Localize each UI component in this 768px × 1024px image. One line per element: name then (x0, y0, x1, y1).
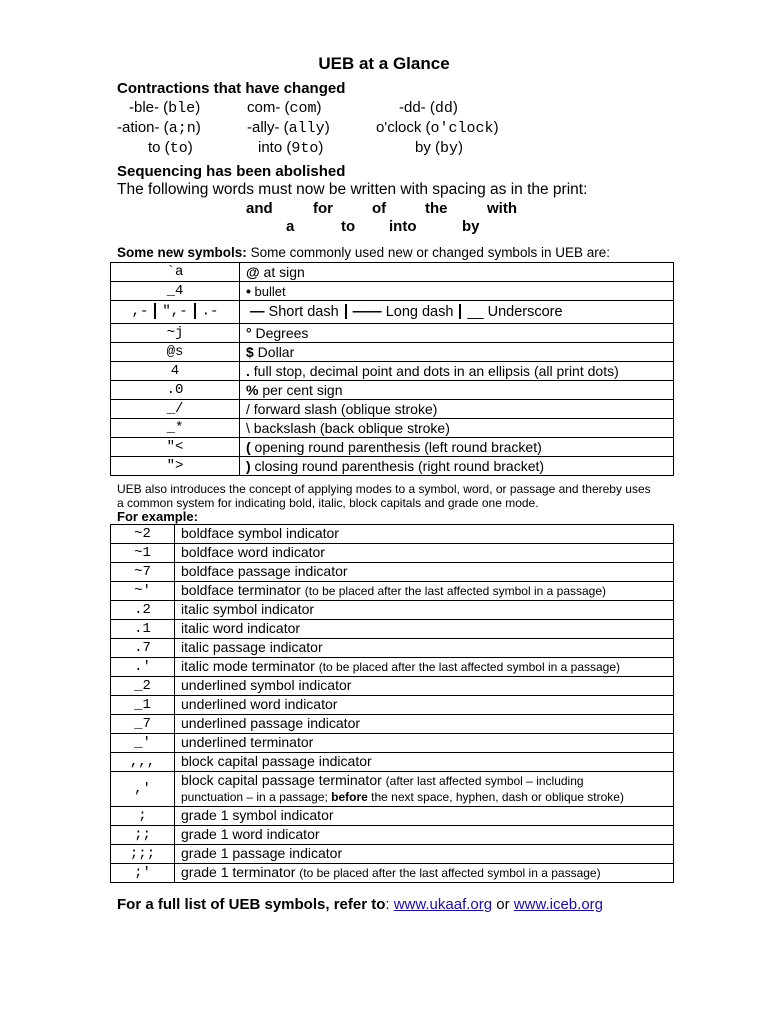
mode-description: underlined passage indicator (175, 715, 674, 734)
mode-description: italic word indicator (175, 620, 674, 639)
table-row (111, 639, 674, 658)
table-row-dashes: ,- ",- .- — Short dash —— Long dash __ Underscore (111, 301, 674, 324)
table-row (111, 525, 674, 544)
table-row (111, 677, 674, 696)
mode-symbol: _2 (111, 677, 175, 696)
table-row: "> ) closing round parenthesis (right round bracket) (111, 457, 674, 476)
table-row: .0 % per cent sign (111, 381, 674, 400)
contraction-com: com- (com) (247, 99, 322, 117)
table-row: "< ( opening round parenthesis (left round bracket) (111, 438, 674, 457)
page-title: UEB at a Glance (318, 54, 450, 73)
mode-symbol: ~7 (111, 563, 175, 582)
contraction-ation: -ation- (a;n) (117, 119, 201, 137)
mode-description: boldface symbol indicator (175, 525, 674, 544)
iceb-link[interactable]: www.iceb.org (513, 896, 603, 913)
modes-note: UEB also introduces the concept of applying modes to a symbol, word, or passage and thereby uses a common system for indicating bold, italic, block capitals and grade one mode. (117, 482, 651, 510)
seq-word-to: to (341, 218, 356, 235)
example-heading: For example: (117, 509, 198, 524)
table-row (111, 563, 674, 582)
table-row (111, 753, 674, 772)
table-row (111, 845, 674, 864)
contraction-ally: -ally- (ally) (247, 119, 330, 137)
mode-symbol: .7 (111, 639, 175, 658)
table-row (111, 715, 674, 734)
mode-description: boldface word indicator (175, 544, 674, 563)
mode-symbol: ;;; (111, 845, 175, 864)
table-row-block-terminator: ,' block capital passage terminator (after last affected symbol – including punctuation – in a passage; before the next space, hyphen, dash or oblique stroke) (111, 772, 674, 807)
table-row (111, 620, 674, 639)
table-row: _* \ backslash (back oblique stroke) (111, 419, 674, 438)
table-row: ~j ° Degrees (111, 324, 674, 343)
contraction-ble: -ble- (ble) (129, 99, 201, 117)
mode-symbol: ;; (111, 826, 175, 845)
table-row: @s $ Dollar (111, 343, 674, 362)
mode-description: underlined symbol indicator (175, 677, 674, 696)
contraction-oclock: o'clock (o'clock) (376, 119, 499, 137)
mode-description: grade 1 terminator (to be placed after the last affected symbol in a passage) (175, 864, 674, 883)
mode-description: boldface terminator (to be placed after the last affected symbol in a passage) (175, 582, 674, 601)
mode-symbol: _' (111, 734, 175, 753)
mode-description: underlined terminator (175, 734, 674, 753)
mode-description: italic symbol indicator (175, 601, 674, 620)
table-row (111, 582, 674, 601)
seq-word-into: into (389, 218, 417, 235)
mode-symbol: _1 (111, 696, 175, 715)
mode-description: grade 1 word indicator (175, 826, 674, 845)
table-row: `a @ at sign (111, 263, 674, 282)
table-row (111, 696, 674, 715)
table-row (111, 826, 674, 845)
symbols-intro: Some new symbols: Some commonly used new or changed symbols in UEB are: (117, 245, 610, 260)
table-row: _/ / forward slash (oblique stroke) (111, 400, 674, 419)
contractions-heading: Contractions that have changed (117, 80, 346, 97)
footer: For a full list of UEB symbols, refer to: www.ukaaf.org or www.iceb.org (117, 896, 603, 913)
mode-symbol: ,,, (111, 753, 175, 772)
mode-description: underlined word indicator (175, 696, 674, 715)
table-row (111, 734, 674, 753)
seq-word-and: and (246, 200, 273, 217)
ukaaf-link[interactable]: www.ukaaf.org (393, 896, 493, 913)
seq-word-for: for (313, 200, 333, 217)
mode-description: boldface passage indicator (175, 563, 674, 582)
contraction-into: into (9to) (258, 139, 324, 157)
symbols-table (110, 262, 674, 476)
contraction-dd: -dd- (dd) (399, 99, 458, 117)
seq-word-with: with (487, 200, 517, 217)
table-row (111, 544, 674, 563)
mode-symbol: _7 (111, 715, 175, 734)
mode-symbol: ; (111, 807, 175, 826)
table-row (111, 658, 674, 677)
mode-description: grade 1 passage indicator (175, 845, 674, 864)
mode-symbol: ~2 (111, 525, 175, 544)
mode-description: italic passage indicator (175, 639, 674, 658)
mode-description: italic mode terminator (to be placed after the last affected symbol in a passage) (175, 658, 674, 677)
modes-table (110, 524, 674, 883)
mode-symbol: ;' (111, 864, 175, 883)
seq-word-the: the (425, 200, 448, 217)
mode-description: block capital passage indicator (175, 753, 674, 772)
sequencing-text: The following words must now be written with spacing as in the print: (117, 181, 588, 198)
table-row (111, 864, 674, 883)
mode-symbol: ~1 (111, 544, 175, 563)
mode-symbol: .2 (111, 601, 175, 620)
contraction-by: by (by) (415, 139, 464, 157)
seq-word-a: a (286, 218, 295, 235)
table-row: _4 • bullet (111, 282, 674, 301)
table-row (111, 807, 674, 826)
seq-word-by: by (462, 218, 480, 235)
sequencing-heading: Sequencing has been abolished (117, 163, 346, 180)
seq-word-of: of (372, 200, 387, 217)
mode-symbol: .' (111, 658, 175, 677)
mode-symbol: .1 (111, 620, 175, 639)
mode-symbol: ~' (111, 582, 175, 601)
table-row (111, 601, 674, 620)
table-row: 4 . full stop, decimal point and dots in an ellipsis (all print dots) (111, 362, 674, 381)
mode-description: grade 1 symbol indicator (175, 807, 674, 826)
contraction-to: to (to) (148, 139, 193, 157)
